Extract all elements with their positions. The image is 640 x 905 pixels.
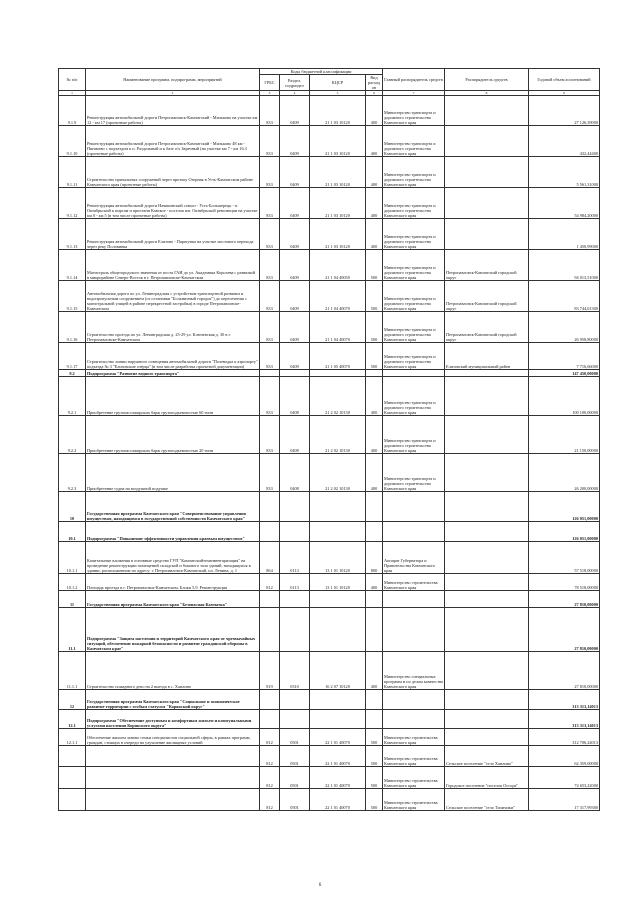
row-kcsr: 22 1 01 40070	[310, 767, 366, 789]
row-kcsr: 22 1 01 40070	[310, 789, 366, 811]
row-section: 0409	[280, 219, 310, 250]
row-amount: 147 450,00000	[529, 370, 600, 377]
row-grbs: 833	[260, 377, 280, 416]
row-grbs: 833	[260, 281, 280, 312]
row-grbs: 833	[260, 312, 280, 343]
row-kvr: 400	[366, 96, 383, 126]
row-recipient	[445, 542, 529, 574]
table-row	[59, 522, 600, 542]
row-kvr	[366, 608, 383, 652]
row-section: 0501	[280, 746, 310, 767]
row-kcsr: 21 1 03 10120	[310, 219, 366, 250]
row-kvr: 400	[366, 574, 383, 591]
row-name: Подпрограмма "Защита населения и территорий Камчатского края от чрезвычайных ситуаций, обеспечение пожарной безопасности и развитие гражданской обороны в Камчатском крае"	[86, 608, 260, 652]
row-recipient: Петропавловск-Камчатский городской округ	[445, 312, 529, 343]
row-recipient	[445, 710, 529, 729]
row-section: 0409	[280, 126, 310, 157]
row-number: 11.1.1	[59, 652, 86, 690]
header-codes-group: Коды бюджетной классификации	[260, 69, 383, 75]
row-kcsr: 21 1 03 10120	[310, 188, 366, 219]
row-admin: Министерство транспорта и дорожного строительства Камчатского края	[383, 416, 445, 454]
row-number: 9.1.13	[59, 219, 86, 250]
row-recipient: Петропавловск-Камчатский городской округ	[445, 250, 529, 281]
row-kvr: 400	[366, 652, 383, 690]
row-grbs: 833	[260, 343, 280, 370]
row-section	[280, 370, 310, 377]
row-amount: 432,44400	[529, 126, 600, 157]
row-section: 0501	[280, 767, 310, 789]
row-grbs	[260, 608, 280, 652]
row-number: 9.2.1	[59, 377, 86, 416]
header-recipient: Распорядитель средств	[445, 69, 529, 91]
table-row	[59, 690, 600, 710]
row-section: 0409	[280, 188, 310, 219]
row-grbs	[260, 522, 280, 542]
row-kvr: 400	[366, 126, 383, 157]
header-index-cell: 3	[260, 91, 280, 96]
row-recipient	[445, 652, 529, 690]
row-kcsr	[310, 492, 366, 522]
row-admin: Министерство строительства Камчатского края	[383, 746, 445, 767]
table-row	[59, 126, 600, 157]
row-name: Государственная программа Камчатского края "Безопасная Камчатка"	[86, 591, 260, 608]
row-kvr: 500	[366, 789, 383, 811]
row-kvr: 400	[366, 377, 383, 416]
row-grbs: 812	[260, 789, 280, 811]
row-name: Реконструкция автомобильной дороги Петропавловск-Камчатский - Мильково на участке км 12 - км 17 (проектные работы)	[86, 96, 260, 126]
row-number: 10	[59, 492, 86, 522]
header-admin: Главный распорядитель средств	[383, 69, 445, 91]
row-amount: 78 518,00000	[529, 574, 600, 591]
row-name: Автомобильная дорога по ул. Ленинградская с устройством транспортной развязки и водопропускным сооружением (от остановки "Больничный городок") до пересечения с магистральной улицей в районе перекрестной застройки) в городе Петропавловске-Камчатском	[86, 281, 260, 312]
row-amount: 5 561,31000	[529, 157, 600, 188]
row-kvr: 800	[366, 542, 383, 574]
row-kcsr	[310, 690, 366, 710]
row-recipient	[445, 126, 529, 157]
table-row	[59, 370, 600, 377]
row-number: 9.2.2	[59, 416, 86, 454]
row-kcsr: 13 1 01 10120	[310, 542, 366, 574]
row-section: 0409	[280, 157, 310, 188]
row-admin	[383, 522, 445, 542]
row-grbs: 812	[260, 729, 280, 746]
row-section: 0113	[280, 574, 310, 591]
header-kcsr: КЦСР	[310, 75, 366, 91]
row-name: Магистраль общегородского значения от поста ГАИ до ул. Академика Королева с развязкой в микрорайоне Северо-Восток в г. Петропавловске-Камчатском	[86, 250, 260, 281]
row-kcsr: 21 1 04 40070	[310, 281, 366, 312]
row-kvr: 500	[366, 312, 383, 343]
row-grbs	[260, 492, 280, 522]
row-kcsr	[310, 591, 366, 608]
table-row	[59, 343, 600, 370]
table-row	[59, 188, 600, 219]
row-name: Приобретение судна на воздушной подушке	[86, 454, 260, 492]
row-amount: 74 653,22000	[529, 767, 600, 789]
header-index-cell: 2	[86, 91, 260, 96]
table-row	[59, 492, 600, 522]
row-kvr	[366, 522, 383, 542]
row-admin: Министерство транспорта и дорожного строительства Камчатского края	[383, 377, 445, 416]
row-kcsr: 13 1 01 10120	[310, 574, 366, 591]
row-name: Подпрограмма "Обеспечение доступным и комфортным жильем и коммунальными услугами населения Корякского округа"	[86, 710, 260, 729]
row-kcsr	[310, 710, 366, 729]
row-grbs	[260, 690, 280, 710]
row-section: 0408	[280, 377, 310, 416]
row-admin: Министерство транспорта и дорожного строительства Камчатского края	[383, 250, 445, 281]
row-kcsr: 21 1 05 40070	[310, 343, 366, 370]
row-grbs	[260, 710, 280, 729]
table-row	[59, 542, 600, 574]
row-section: 0113	[280, 542, 310, 574]
row-name	[86, 746, 260, 767]
row-kvr: 400	[366, 188, 383, 219]
row-recipient	[445, 690, 529, 710]
row-recipient: Петропавловск-Камчатский городской округ	[445, 281, 529, 312]
row-amount: 54 984,20000	[529, 188, 600, 219]
row-kcsr: 16 2 07 10120	[310, 652, 366, 690]
row-grbs: 833	[260, 188, 280, 219]
row-amount: 27 810,00000	[529, 608, 600, 652]
row-grbs: 833	[260, 126, 280, 157]
row-recipient: Сельское поселение "село Хаилино"	[445, 746, 529, 767]
row-number: 10.1	[59, 522, 86, 542]
row-section	[280, 690, 310, 710]
row-amount: 57 518,00000	[529, 542, 600, 574]
row-number: 9.1.10	[59, 126, 86, 157]
row-kvr: 400	[366, 454, 383, 492]
row-admin: Министерство транспорта и дорожного строительства Камчатского края	[383, 157, 445, 188]
row-recipient	[445, 157, 529, 188]
table-row	[59, 312, 600, 343]
header-kvr: Вид расходов	[366, 75, 383, 91]
row-kvr: 500	[366, 746, 383, 767]
row-recipient	[445, 574, 529, 591]
row-grbs: 812	[260, 767, 280, 789]
row-grbs: 819	[260, 652, 280, 690]
row-grbs: 864	[260, 542, 280, 574]
row-recipient	[445, 188, 529, 219]
row-amount: 17 317,99300	[529, 789, 600, 811]
row-recipient	[445, 219, 529, 250]
row-number	[59, 767, 86, 789]
row-name: Строительство пожарного депо на 2 выезда в с. Хаилино	[86, 652, 260, 690]
header-index-cell: 4	[280, 91, 310, 96]
row-amount: 62 359,00000	[529, 746, 600, 767]
header-section: Раздел, подраздел	[280, 75, 310, 91]
row-section: 0501	[280, 729, 310, 746]
row-name: Реконструкция автомобильной дороги Петропавловск-Камчатский - Мильково 48 км - Пиначево с подъездом к п. Раздольный и к базе о/х Заречный (на участке км 7 - км 16.3 (проектные работы)	[86, 126, 260, 157]
row-amount: 27 126,39000	[529, 96, 600, 126]
row-kvr	[366, 370, 383, 377]
row-name: Приобретение грузопассажирских барж грузоподъемностью 20 тонн	[86, 416, 260, 454]
row-section: 0409	[280, 312, 310, 343]
row-kcsr	[310, 522, 366, 542]
row-name: Площадь проезда в г. Петропавловск-Камчатском. Блоки 5,9. Реконструкция	[86, 574, 260, 591]
table-row	[59, 652, 600, 690]
row-amount: 21 150,00000	[529, 416, 600, 454]
budget-table	[58, 68, 600, 811]
row-kcsr: 21 1 03 10120	[310, 96, 366, 126]
table-row	[59, 608, 600, 652]
row-kcsr: 21 1 04 40050	[310, 250, 366, 281]
row-section	[280, 710, 310, 729]
row-number: 11.1	[59, 608, 86, 652]
row-name: Капитальные вложения в основные средства ГУП "Камчатскийтехинвентаризация" на проведение реконструкции помещений складской и бокового зала зданий, находящихся в здании, расположенном по адресу: г. Петропавловск-Камчатский, пл. Ленина, д. 1	[86, 542, 260, 574]
row-number: 9.2.3	[59, 454, 86, 492]
row-admin: Министерство строительства Камчатского края	[383, 789, 445, 811]
row-recipient	[445, 522, 529, 542]
row-section: 0408	[280, 416, 310, 454]
row-section: 0409	[280, 250, 310, 281]
row-kvr: 400	[366, 157, 383, 188]
row-section: 0409	[280, 343, 310, 370]
row-amount: 126 051,00000	[529, 492, 600, 522]
row-kcsr: 21 2 02 10130	[310, 454, 366, 492]
header-index-cell: 5	[310, 91, 366, 96]
row-name: Реконструкция автомобильной дороги Начикинский совхоз - Усть-Большерецк - п. Октябрьский к пирсам и пристани Кавское - поселок им. Октябрьской революции на участке км 0 - км 5 (в том числе проектные работы)	[86, 188, 260, 219]
row-admin	[383, 591, 445, 608]
header-index-cell: 6	[366, 91, 383, 96]
row-number: 10.1.2	[59, 574, 86, 591]
row-kcsr	[310, 370, 366, 377]
row-number: 9.1.9	[59, 96, 86, 126]
row-kvr	[366, 690, 383, 710]
row-recipient	[445, 591, 529, 608]
row-number: 9.1.12	[59, 188, 86, 219]
row-name: Приобретение грузопассажирских барж грузоподъемностью 60 тонн	[86, 377, 260, 416]
row-admin: Министерство транспорта и дорожного строительства Камчатского края	[383, 312, 445, 343]
row-kvr: 500	[366, 343, 383, 370]
row-name: Строительство линии наружного освещения автомобильной дороги "Полеводка к аэропорту" подъезда № 3 "Елизовские озёрца" (в том числе разработка проектной документации)	[86, 343, 260, 370]
row-kcsr: 22 1 01 40070	[310, 746, 366, 767]
row-kvr	[366, 492, 383, 522]
header-index-cell: 8	[445, 91, 529, 96]
row-admin: Министерство транспорта и дорожного строительства Камчатского края	[383, 126, 445, 157]
row-admin: Министерство транспорта и дорожного строительства Камчатского края	[383, 343, 445, 370]
row-name: Подпрограмма "Развитие водного транспорта"	[86, 370, 260, 377]
row-amount: 7 716,66000	[529, 343, 600, 370]
row-section	[280, 522, 310, 542]
row-admin: Аппарат Губернатора и Правительства Камчатского края	[383, 542, 445, 574]
row-kvr: 500	[366, 281, 383, 312]
row-admin	[383, 370, 445, 377]
row-number	[59, 746, 86, 767]
table-row	[59, 767, 600, 789]
table-row	[59, 710, 600, 729]
row-recipient	[445, 96, 529, 126]
row-admin: Министерство транспорта и дорожного строительства Камчатского края	[383, 454, 445, 492]
row-name: Реконструкция автомобильной дороги Елизово - Паратунка на участке мостового перехода через реку Половинка	[86, 219, 260, 250]
row-section	[280, 591, 310, 608]
table-row	[59, 746, 600, 767]
row-recipient	[445, 454, 529, 492]
row-grbs	[260, 591, 280, 608]
table-body	[59, 96, 600, 811]
row-recipient	[445, 377, 529, 416]
row-kvr: 400	[366, 219, 383, 250]
row-grbs: 812	[260, 746, 280, 767]
row-amount: 27 810,00000	[529, 652, 600, 690]
table-row	[59, 574, 600, 591]
table-row	[59, 729, 600, 746]
row-name	[86, 767, 260, 789]
row-recipient: Елизовский муниципальный район	[445, 343, 529, 370]
row-section: 0310	[280, 652, 310, 690]
row-name	[86, 789, 260, 811]
row-amount: 26 958,80000	[529, 312, 600, 343]
table-row	[59, 250, 600, 281]
row-grbs: 833	[260, 96, 280, 126]
header-name: Наименование программ, подпрограмм, мероприятий	[86, 69, 260, 91]
row-admin: Министерство транспорта и дорожного строительства Камчатского края	[383, 281, 445, 312]
header-amount: Годовой объем ассигнований	[529, 69, 600, 91]
row-name: Строительство проезда по ул. Ленинградская д. 25-29 ул. Ключевская д. 30 в г. Петропавловске-Камчатском	[86, 312, 260, 343]
row-amount: 313 313,14013	[529, 710, 600, 729]
row-name: Государственная программа Камчатского края "Социальное и экономическое развитие территории с особым статусом "Корякский округ"	[86, 690, 260, 710]
row-kcsr: 21 1 04 40070	[310, 312, 366, 343]
row-number: 12.1.1	[59, 729, 86, 746]
row-name: Строительство причальных сооружений через протоку Озерная в Усть-Камчатском районе Камчатского края (проектные работы)	[86, 157, 260, 188]
header-index-cell: 7	[383, 91, 445, 96]
row-recipient	[445, 492, 529, 522]
row-section: 0409	[280, 281, 310, 312]
row-kvr: 500	[366, 767, 383, 789]
row-kcsr: 21 1 03 10120	[310, 126, 366, 157]
row-kcsr: 21 1 03 10120	[310, 157, 366, 188]
row-recipient	[445, 729, 529, 746]
row-number: 11	[59, 591, 86, 608]
row-admin: Министерство специальных программ и по делам казачества Камчатского края	[383, 652, 445, 690]
row-section: 0409	[280, 96, 310, 126]
row-number: 12	[59, 690, 86, 710]
row-amount: 313 313,14013	[529, 690, 600, 710]
row-section: 0408	[280, 454, 310, 492]
row-amount: 26 200,00000	[529, 454, 600, 492]
row-recipient	[445, 608, 529, 652]
row-number: 12.1	[59, 710, 86, 729]
row-amount: 100 100,00000	[529, 377, 600, 416]
row-admin: Министерство транспорта и дорожного строительства Камчатского края	[383, 96, 445, 126]
row-number: 9.1.14	[59, 250, 86, 281]
row-amount: 126 051,00000	[529, 522, 600, 542]
row-admin: Министерство транспорта и дорожного строительства Камчатского края	[383, 188, 445, 219]
row-section	[280, 608, 310, 652]
row-section	[280, 492, 310, 522]
table-row	[59, 281, 600, 312]
row-admin	[383, 710, 445, 729]
row-amount: 94 013,51000	[529, 250, 600, 281]
row-grbs: 833	[260, 454, 280, 492]
row-grbs: 812	[260, 574, 280, 591]
table-row	[59, 96, 600, 126]
row-kvr	[366, 591, 383, 608]
row-grbs: 833	[260, 157, 280, 188]
row-name: Обеспечение жильем заново семьи специалистов социальной сферы, в рамках программ, граждан, стоящих в очереди на улучшение жилищных условий	[86, 729, 260, 746]
header-num: № п/п	[59, 69, 86, 91]
row-section: 0501	[280, 789, 310, 811]
row-admin: Министерство строительства Камчатского края	[383, 729, 445, 746]
row-admin: Министерство транспорта и дорожного строительства Камчатского края	[383, 219, 445, 250]
row-grbs	[260, 370, 280, 377]
row-kcsr: 21 2 02 10130	[310, 416, 366, 454]
header-index-cell: 1	[59, 91, 86, 96]
row-admin	[383, 492, 445, 522]
header-grbs: ГРБС	[260, 75, 280, 91]
row-recipient: Городское поселение "поселок Оссора"	[445, 767, 529, 789]
table-row	[59, 219, 600, 250]
row-amount: 83 744,01300	[529, 281, 600, 312]
row-number: 9.1.15	[59, 281, 86, 312]
row-name: Подпрограмма "Повышение эффективности управления краевым имуществом"	[86, 522, 260, 542]
row-number: 9.1.17	[59, 343, 86, 370]
table-row	[59, 789, 600, 811]
row-recipient	[445, 416, 529, 454]
row-admin: Министерство строительства Камчатского края	[383, 767, 445, 789]
row-amount: 27 810,00000	[529, 591, 600, 608]
row-amount: 312 706,24013	[529, 729, 600, 746]
row-grbs: 833	[260, 416, 280, 454]
row-admin	[383, 608, 445, 652]
row-kvr: 500	[366, 250, 383, 281]
row-grbs: 833	[260, 219, 280, 250]
row-admin: Министерство строительства Камчатского края	[383, 574, 445, 591]
row-kvr	[366, 710, 383, 729]
row-number: 9.2	[59, 370, 86, 377]
table-row	[59, 591, 600, 608]
row-number: 10.1.1	[59, 542, 86, 574]
row-name: Государственная программа Камчатского края "Совершенствование управления имуществом, находящимся в государственной собственности Камчатского края"	[86, 492, 260, 522]
table-row	[59, 157, 600, 188]
row-admin	[383, 690, 445, 710]
row-kcsr: 21 2 02 10130	[310, 377, 366, 416]
row-grbs: 833	[260, 250, 280, 281]
row-number: 9.1.11	[59, 157, 86, 188]
row-recipient: Сельское поселение "село Тиличики"	[445, 789, 529, 811]
row-kvr: 400	[366, 416, 383, 454]
row-kvr: 500	[366, 729, 383, 746]
header-index-cell: 9	[529, 91, 600, 96]
table-row	[59, 416, 600, 454]
row-kcsr: 22 1 01 40070	[310, 729, 366, 746]
row-recipient	[445, 370, 529, 377]
row-number: 9.1.16	[59, 312, 86, 343]
row-kcsr	[310, 608, 366, 652]
row-number	[59, 789, 86, 811]
page-number: 6	[318, 883, 322, 888]
table-row	[59, 454, 600, 492]
table-row	[59, 377, 600, 416]
row-amount: 1 450,99000	[529, 219, 600, 250]
